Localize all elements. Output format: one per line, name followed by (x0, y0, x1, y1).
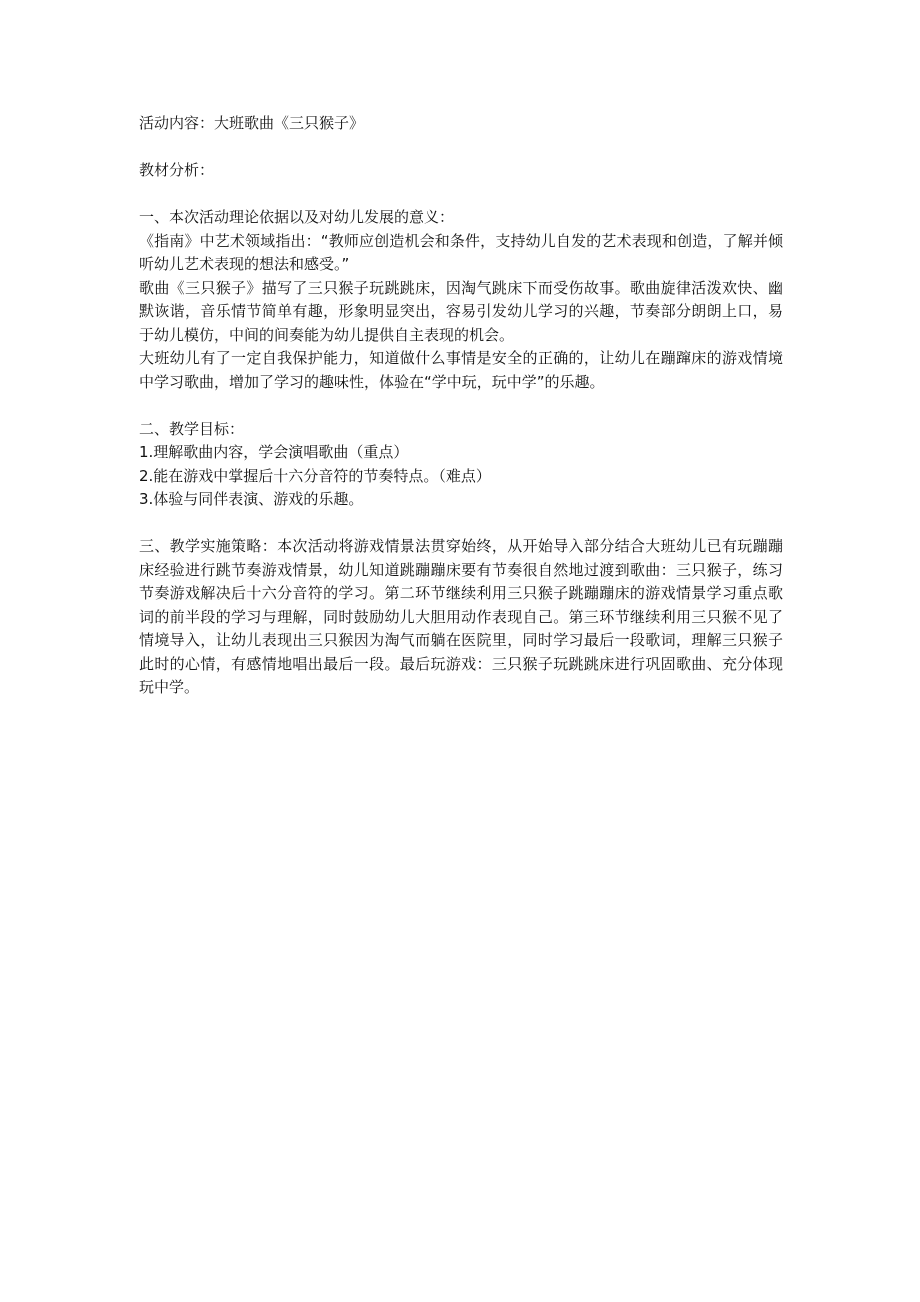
goal-item-2: 2.能在游戏中掌握后十六分音符的节奏特点。（难点） (139, 466, 491, 485)
spacer (139, 512, 783, 536)
section1-paragraph-song: 歌曲《三只猴子》描写了三只猴子玩跳跳床，因淘气跳床下而受伤故事。歌曲旋律活泼欢快、幽默诙谐，音乐情节简单有趣，形象明显突出，容易引发幼儿学习的兴趣，节奏部分朗朗上口，易于幼儿模仿，中间的间奏能为幼儿提供自主表现的机会。 (139, 278, 783, 344)
spacer (139, 183, 783, 207)
document-page (139, 112, 783, 700)
section1-paragraph-children: 大班幼儿有了一定自我保护能力，知道做什么事情是安全的正确的，让幼儿在蹦蹿床的游戏情境中学习歌曲，增加了学习的趣味性，体验在“学中玩，玩中学”的乐趣。 (139, 349, 783, 391)
activity-content-line: 活动内容：大班歌曲《三只猴子》 (139, 114, 365, 132)
goal-item-1: 1.理解歌曲内容，学会演唱歌曲（重点） (139, 443, 409, 461)
spacer (139, 394, 783, 418)
spacer (139, 136, 783, 160)
goal-item-3: 3.体验与同伴表演、游戏的乐趣。 (139, 490, 364, 508)
section2-heading: 二、教学目标： (139, 419, 245, 438)
section1-paragraph-guide: 《指南》中艺术领域指出：“教师应创造机会和条件，支持幼儿自发的艺术表现和创造，了解并倾听幼儿艺术表现的想法和感受。” (139, 231, 783, 273)
section1-heading: 一、本次活动理论依据以及对幼儿发展的意义： (139, 208, 455, 226)
material-analysis-heading: 教材分析： (139, 161, 215, 179)
section3-paragraph: 三、教学实施策略：本次活动将游戏情景法贯穿始终，从开始导入部分结合大班幼儿已有玩蹦蹦床经验进行跳节奏游戏情景，幼儿知道跳蹦蹦床要有节奏很自然地过渡到歌曲：三只猴子，练习节奏游戏解决后十六分音符的学习。第二环节继续利用三只猴子跳蹦蹦床的游戏情景学习重点歌词的前半段的学习与理解，同时鼓励幼儿大胆用动作表现自己。第三环节继续利用三只猴不见了情境导入，让幼儿表现出三只猴因为淘气而躺在医院里，同时学习最后一段歌词，理解三只猴子此时的心情，有感情地唱出最后一段。最后玩游戏：三只猴子玩跳跳床进行巩固歌曲、充分体现玩中学。 (139, 537, 783, 696)
